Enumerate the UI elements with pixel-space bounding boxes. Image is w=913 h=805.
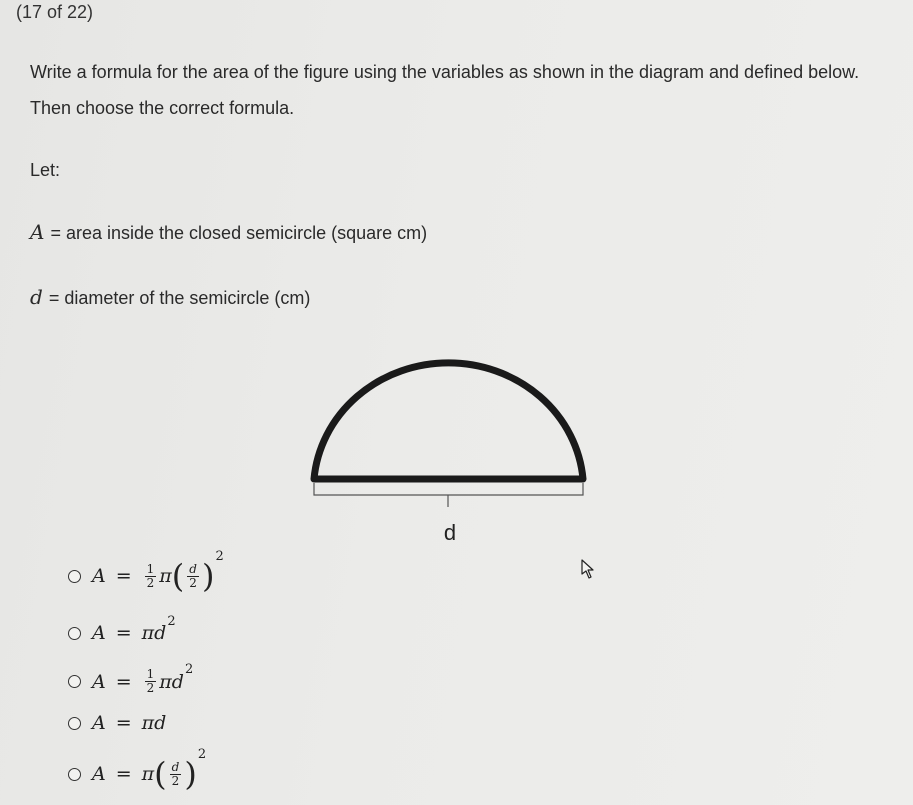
radio-unselected-icon[interactable] xyxy=(68,570,81,583)
diameter-label: d xyxy=(443,520,457,545)
semicircle-shape xyxy=(314,363,583,479)
area-variable: A xyxy=(30,220,45,244)
question-counter: (17 of 22) xyxy=(16,2,94,22)
fraction: $\frac{d}{2}$ xyxy=(171,759,180,788)
radio-unselected-icon[interactable] xyxy=(68,768,81,781)
formula-5: A = π ( $\frac{d}{2}$ ) 2 xyxy=(92,746,207,793)
diameter-bracket xyxy=(314,483,583,495)
fraction: $\frac{1}{2}$ xyxy=(146,561,155,590)
formula-4: A = π d xyxy=(92,712,167,734)
radio-unselected-icon[interactable] xyxy=(68,627,81,640)
option-2[interactable] xyxy=(68,613,176,644)
formula-2: A = π d 2 xyxy=(92,613,176,644)
area-definition xyxy=(30,220,427,244)
area-definition-text: = area inside the closed semicircle (square cm) xyxy=(50,223,428,243)
radio-unselected-icon[interactable] xyxy=(68,717,81,730)
formula-3: A = $\frac{1}{2}$ π d 2 xyxy=(92,662,194,695)
option-1[interactable] xyxy=(68,548,224,595)
option-3[interactable] xyxy=(68,662,194,695)
diameter-variable: d xyxy=(30,285,43,309)
mouse-pointer-icon xyxy=(580,558,600,580)
question-text: Write a formula for the area of the figure using the variables as shown in the diagram and defined below. Then choose the correct formula. xyxy=(30,62,860,118)
option-5[interactable] xyxy=(68,746,207,793)
semicircle-diagram xyxy=(300,340,600,550)
fraction: $\frac{d}{2}$ xyxy=(189,561,197,590)
diameter-definition-text: = diameter of the semicircle (cm) xyxy=(48,288,311,308)
option-4[interactable] xyxy=(68,712,166,734)
fraction: $\frac{1}{2}$ xyxy=(146,667,155,695)
diameter-definition xyxy=(30,285,310,309)
let-label: Let: xyxy=(30,160,61,180)
formula-1: A = $\frac{1}{2}$ π ( $\frac{d}{2}$ ) 2 xyxy=(92,548,224,595)
radio-unselected-icon[interactable] xyxy=(68,675,81,688)
